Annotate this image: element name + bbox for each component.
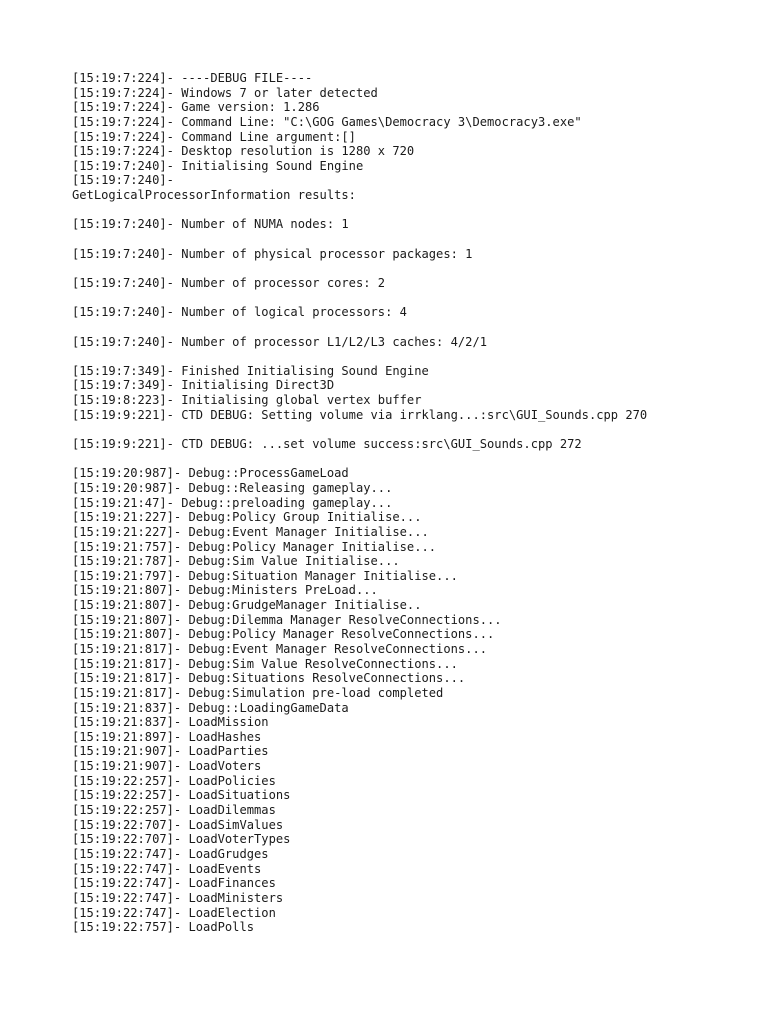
log-line: [15:19:20:987]- Debug::Releasing gameplay... bbox=[72, 480, 393, 495]
log-line bbox=[72, 349, 762, 364]
log-line: [15:19:7:224]- Command Line argument:[] bbox=[72, 129, 356, 144]
log-line: [15:19:9:221]- CTD DEBUG: ...set volume success:src\GUI_Sounds.cpp 272 bbox=[72, 437, 582, 452]
log-line: [15:19:7:240]- Number of processor L1/L2/L3 caches: 4/2/1 bbox=[72, 334, 488, 349]
debug-log bbox=[72, 71, 762, 935]
log-line: [15:19:7:349]- Initialising Direct3D bbox=[72, 378, 335, 393]
log-line: [15:19:21:837]- LoadMission bbox=[72, 715, 269, 730]
log-line: [15:19:22:707]- LoadSimValues bbox=[72, 817, 284, 832]
log-line bbox=[72, 320, 762, 335]
log-line: [15:19:21:797]- Debug:Situation Manager Initialise... bbox=[72, 568, 458, 583]
log-line: [15:19:7:240]- bbox=[72, 173, 174, 188]
log-line: [15:19:22:747]- LoadElection bbox=[72, 905, 276, 920]
log-line bbox=[72, 203, 762, 218]
log-line: [15:19:21:817]- Debug:Situations ResolveConnections... bbox=[72, 671, 466, 686]
log-line: [15:19:22:747]- LoadMinisters bbox=[72, 890, 284, 905]
log-line: [15:19:21:757]- Debug:Policy Manager Initialise... bbox=[72, 539, 437, 554]
log-line: [15:19:9:221]- CTD DEBUG: Setting volume via irrklang...:src\GUI_Sounds.cpp 270 bbox=[72, 407, 648, 422]
log-line: [15:19:7:240]- Number of NUMA nodes: 1 bbox=[72, 217, 349, 232]
log-line: [15:19:21:907]- LoadParties bbox=[72, 744, 269, 759]
log-line: [15:19:21:807]- Debug:Dilemma Manager ResolveConnections... bbox=[72, 612, 502, 627]
log-line: [15:19:7:240]- Number of logical processors: 4 bbox=[72, 305, 407, 320]
log-line: [15:19:22:747]- LoadEvents bbox=[72, 861, 262, 876]
log-line: [15:19:22:747]- LoadGrudges bbox=[72, 846, 269, 861]
log-line: GetLogicalProcessorInformation results: bbox=[72, 188, 356, 203]
log-line bbox=[72, 232, 762, 247]
log-line: [15:19:21:837]- Debug::LoadingGameData bbox=[72, 700, 349, 715]
log-line: [15:19:21:227]- Debug:Policy Group Initialise... bbox=[72, 510, 422, 525]
log-line: [15:19:7:224]- Desktop resolution is 1280 x 720 bbox=[72, 144, 415, 159]
log-line: [15:19:21:807]- Debug:Policy Manager ResolveConnections... bbox=[72, 627, 495, 642]
log-line: [15:19:22:747]- LoadFinances bbox=[72, 876, 276, 891]
log-line: [15:19:22:257]- LoadPolicies bbox=[72, 773, 276, 788]
log-line: [15:19:7:224]- Game version: 1.286 bbox=[72, 100, 320, 115]
log-line bbox=[72, 422, 762, 437]
log-line: [15:19:21:817]- Debug:Sim Value ResolveConnections... bbox=[72, 656, 458, 671]
log-line: [15:19:22:707]- LoadVoterTypes bbox=[72, 832, 291, 847]
log-line: [15:19:22:257]- LoadSituations bbox=[72, 788, 291, 803]
log-line bbox=[72, 291, 762, 306]
log-line: [15:19:21:817]- Debug:Simulation pre-load completed bbox=[72, 685, 444, 700]
log-line: [15:19:21:807]- Debug:Ministers PreLoad... bbox=[72, 583, 378, 598]
log-line: [15:19:7:224]- ----DEBUG FILE---- bbox=[72, 71, 313, 85]
log-line: [15:19:21:47]- Debug::preloading gameplay... bbox=[72, 495, 393, 510]
log-line: [15:19:7:349]- Finished Initialising Sound Engine bbox=[72, 363, 429, 378]
log-line bbox=[72, 261, 762, 276]
log-line: [15:19:7:224]- Command Line: "C:\GOG Games\Democracy 3\Democracy3.exe" bbox=[72, 114, 582, 129]
log-line: [15:19:21:817]- Debug:Event Manager ResolveConnections... bbox=[72, 641, 488, 656]
log-line: [15:19:21:807]- Debug:GrudgeManager Initialise.. bbox=[72, 598, 422, 613]
log-line: [15:19:7:240]- Initialising Sound Engine bbox=[72, 158, 364, 173]
log-line: [15:19:8:223]- Initialising global vertex buffer bbox=[72, 393, 422, 408]
log-line: [15:19:21:787]- Debug:Sim Value Initialise... bbox=[72, 554, 400, 569]
log-line: [15:19:21:227]- Debug:Event Manager Initialise... bbox=[72, 524, 429, 539]
log-line: [15:19:7:240]- Number of processor cores: 2 bbox=[72, 275, 386, 290]
log-line: [15:19:21:897]- LoadHashes bbox=[72, 729, 262, 744]
log-line: [15:19:22:757]- LoadPolls bbox=[72, 920, 255, 935]
log-line: [15:19:7:240]- Number of physical processor packages: 1 bbox=[72, 246, 473, 261]
log-line: [15:19:7:224]- Windows 7 or later detected bbox=[72, 85, 378, 100]
log-line: [15:19:21:907]- LoadVoters bbox=[72, 759, 262, 774]
log-line: [15:19:22:257]- LoadDilemmas bbox=[72, 803, 276, 818]
log-line bbox=[72, 452, 762, 467]
log-line: [15:19:20:987]- Debug::ProcessGameLoad bbox=[72, 466, 349, 481]
